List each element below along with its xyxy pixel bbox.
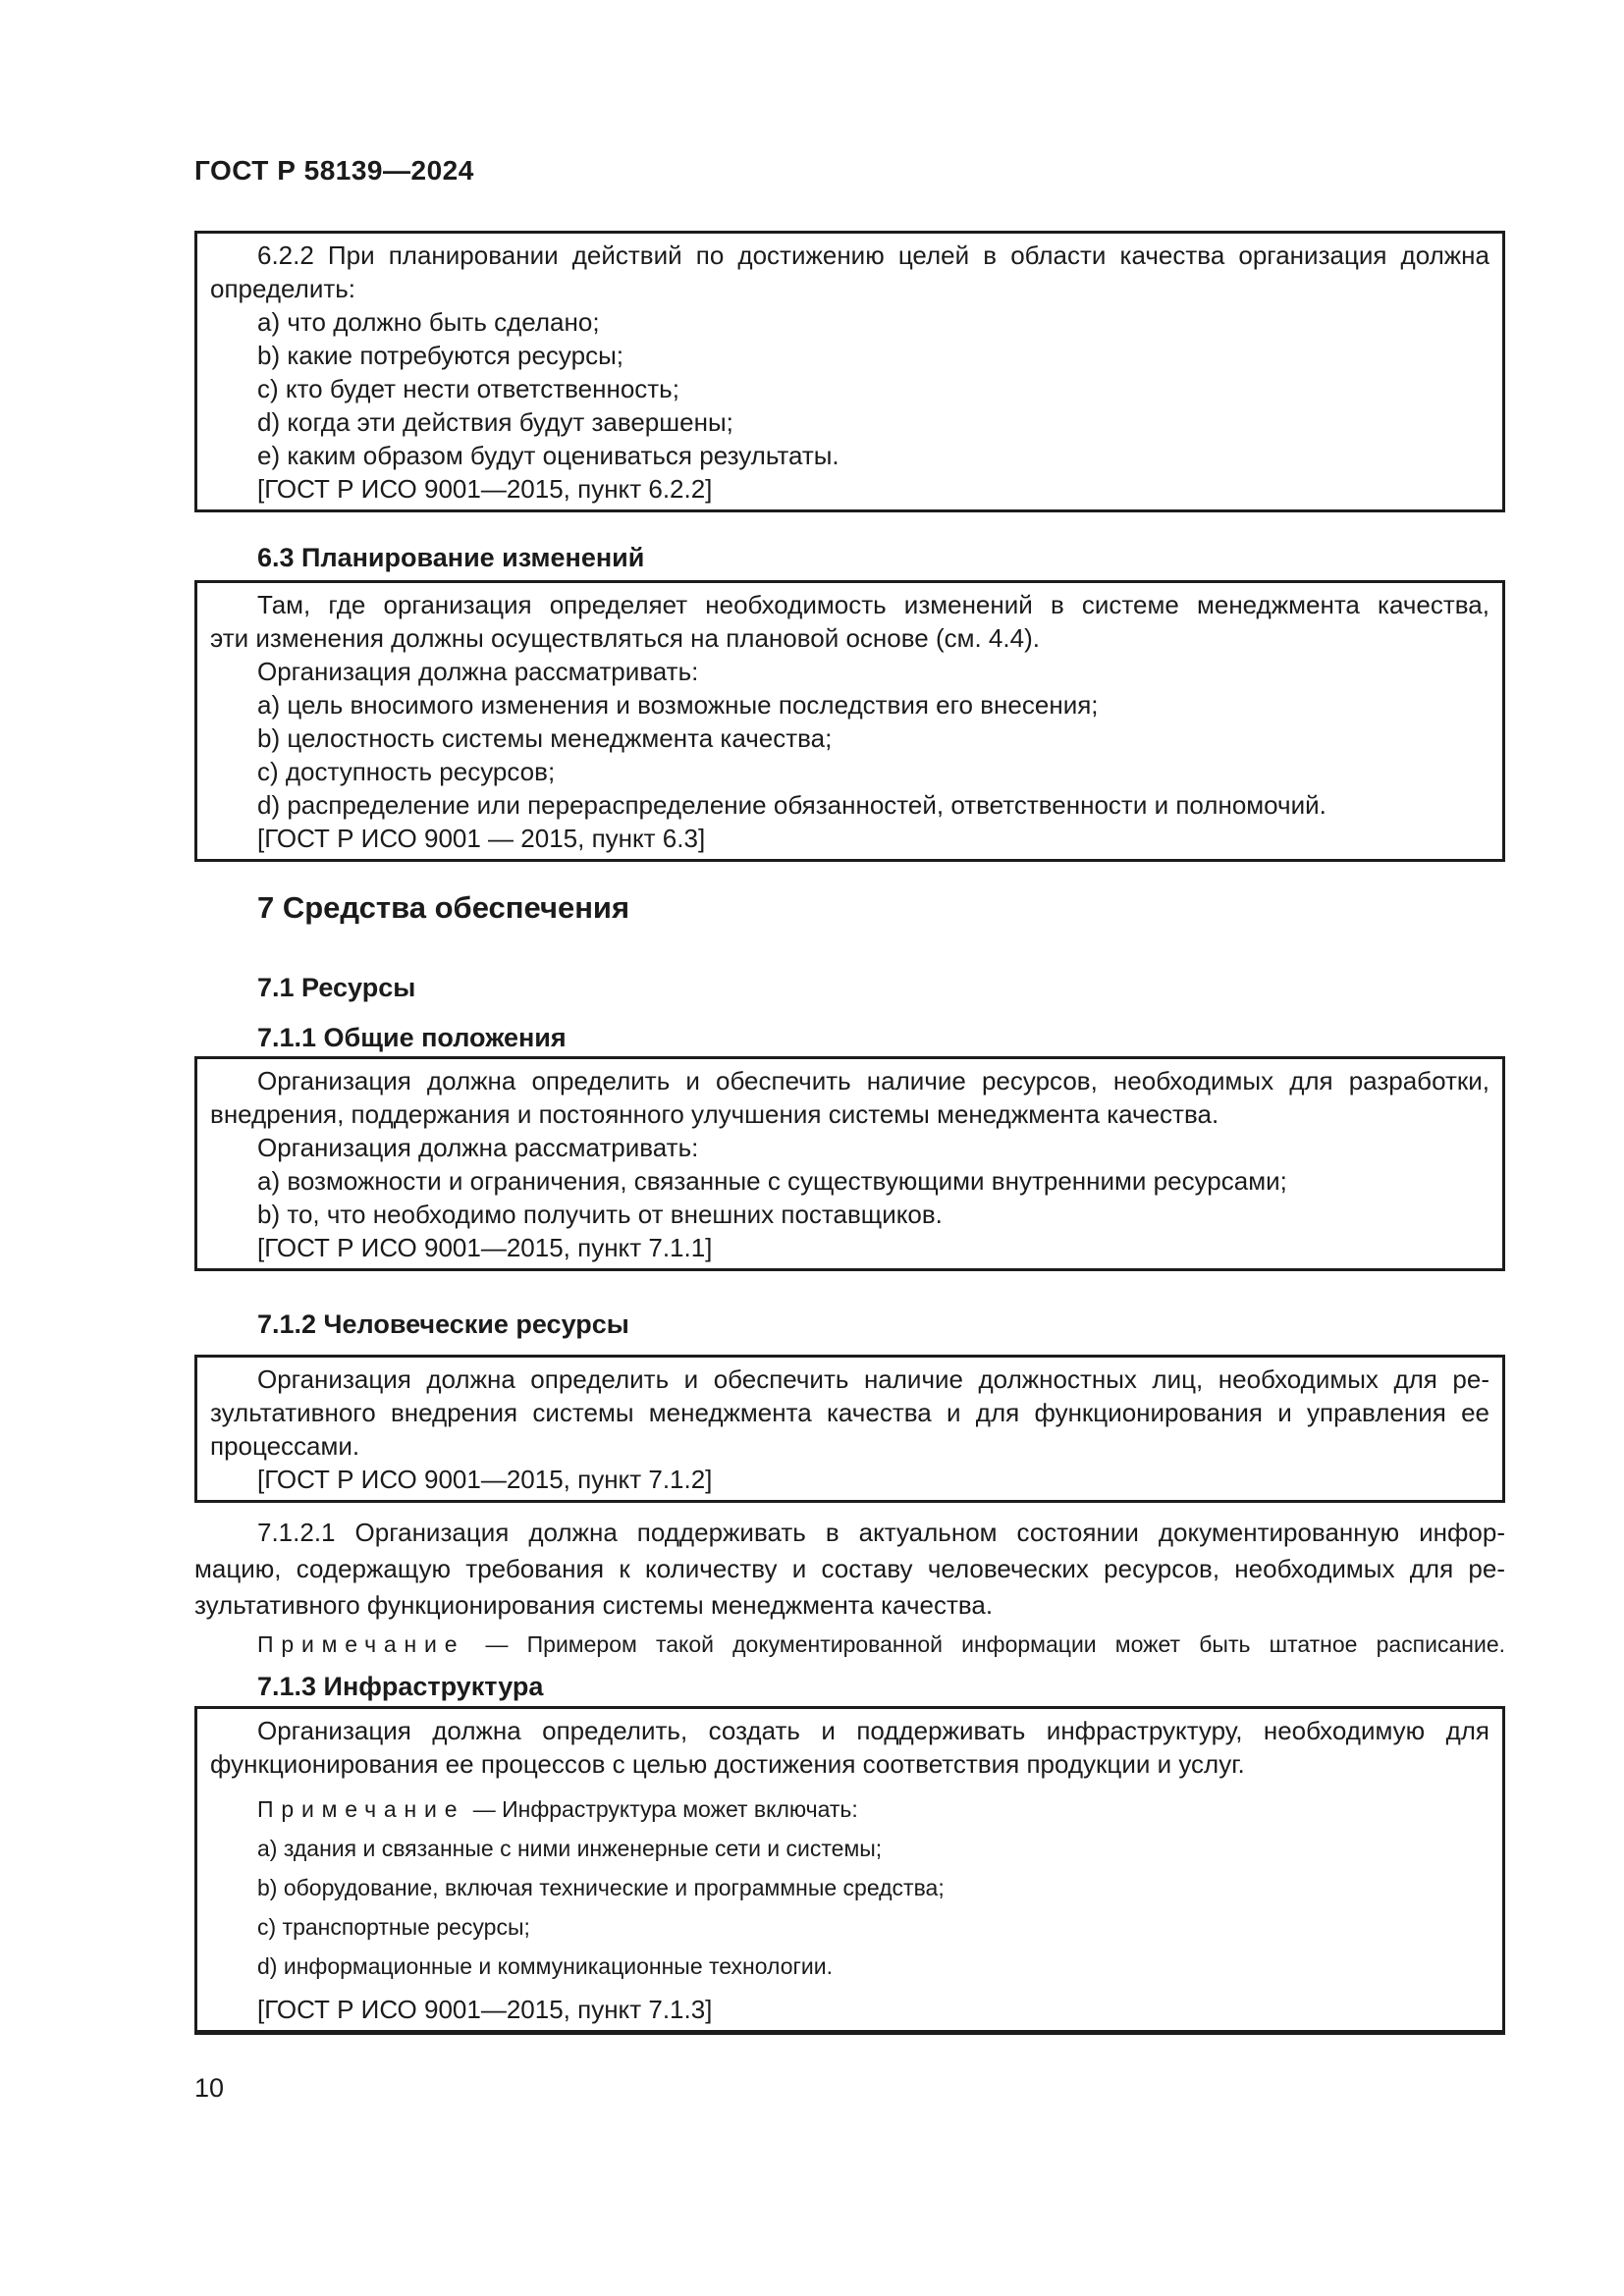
text-line: внедрения, поддержания и постоянного улучшения системы менеджмента качества. bbox=[210, 1099, 1219, 1129]
text-line: Там, где организация определяет необходимость изменений в системе менеджмента качества, bbox=[257, 590, 1489, 619]
list-item: c) транспортные ресурсы; bbox=[257, 1914, 530, 1940]
note-label: Примечание bbox=[257, 1631, 465, 1657]
section-heading-7-1-3: 7.1.3 Инфраструктура bbox=[257, 1672, 544, 1701]
gost-reference: [ГОСТ Р ИСО 9001 — 2015, пункт 6.3] bbox=[257, 824, 706, 853]
text-line: Организация должна определить и обеспечить наличие ресурсов, необходимых для разработки, bbox=[257, 1066, 1489, 1095]
section-heading-7-1-2: 7.1.2 Человеческие ресурсы bbox=[257, 1309, 629, 1339]
text-line: определить: bbox=[210, 274, 356, 303]
note-text: — Инфраструктура может включать: bbox=[472, 1796, 858, 1822]
list-item: d) когда эти действия будут завершены; bbox=[257, 407, 733, 437]
list-item: a) возможности и ограничения, связанные с существующими внутренними ресурсами; bbox=[257, 1166, 1287, 1196]
note-line bbox=[210, 1794, 1489, 1824]
list-item: b) оборудование, включая технические и программные средства; bbox=[257, 1875, 945, 1900]
list-item: a) здания и связанные с ними инженерные сети и системы; bbox=[257, 1836, 883, 1861]
list-item: a) что должно быть сделано; bbox=[257, 307, 600, 337]
list-item: e) каким образом будут оцениваться результаты. bbox=[257, 441, 839, 470]
requirement-box-6-3 bbox=[194, 580, 1505, 862]
requirement-box-6-2-2 bbox=[194, 231, 1505, 512]
text-line: 7.1.2.1 Организация должна поддерживать в актуальном состоянии документированную инфор- bbox=[257, 1518, 1505, 1547]
text-line: Организация должна рассматривать: bbox=[257, 1133, 699, 1162]
document-header: ГОСТ Р 58139—2024 bbox=[194, 155, 474, 186]
gost-reference: [ГОСТ Р ИСО 9001—2015, пункт 6.2.2] bbox=[257, 474, 713, 504]
text-line: функционирования ее процессов с целью достижения соответствия продукции и услуг. bbox=[210, 1749, 1245, 1779]
text-line: процессами. bbox=[210, 1431, 360, 1461]
text-line: Организация должна определить, создать и поддерживать инфраструктуру, необходимую для bbox=[257, 1716, 1489, 1745]
note-label: Примечание bbox=[257, 1796, 465, 1822]
page-number: 10 bbox=[194, 2073, 225, 2103]
text-line: зультативного функционирования системы менеджмента качества. bbox=[194, 1590, 994, 1620]
gost-reference: [ГОСТ Р ИСО 9001—2015, пункт 7.1.1] bbox=[257, 1233, 713, 1262]
list-item: a) цель вносимого изменения и возможные последствия его внесения; bbox=[257, 690, 1099, 720]
list-item: b) то, что необходимо получить от внешних поставщиков. bbox=[257, 1200, 943, 1229]
section-heading-6-3: 6.3 Планирование изменений bbox=[257, 543, 645, 572]
requirement-box-7-1-1 bbox=[194, 1056, 1505, 1271]
text-line: эти изменения должны осуществляться на плановой основе (см. 4.4). bbox=[210, 623, 1040, 653]
gost-reference: [ГОСТ Р ИСО 9001—2015, пункт 7.1.3] bbox=[257, 1995, 713, 2024]
requirement-box-7-1-2 bbox=[194, 1355, 1505, 1503]
section-heading-7-1: 7.1 Ресурсы bbox=[257, 973, 416, 1002]
list-item: c) кто будет нести ответственность; bbox=[257, 374, 679, 403]
note-text: — Примером такой документированной информации может быть штатное расписание. bbox=[485, 1631, 1505, 1657]
section-heading-7-1-1: 7.1.1 Общие положения bbox=[257, 1023, 567, 1052]
list-item: d) информационные и коммуникационные технологии. bbox=[257, 1953, 833, 1979]
paragraph-7-1-2-1 bbox=[194, 1515, 1505, 1624]
list-item: d) распределение или перераспределение обязанностей, ответственности и полномочий. bbox=[257, 790, 1326, 820]
note-line bbox=[194, 1629, 1505, 1659]
note-7-1-2-1 bbox=[194, 1629, 1505, 1659]
text-line: зультативного внедрения системы менеджмента качества и для функционирования и управления ее bbox=[210, 1398, 1489, 1427]
text-line: 6.2.2 При планировании действий по достижению целей в области качества организация должна bbox=[257, 240, 1489, 270]
text-line: Организация должна рассматривать: bbox=[257, 657, 699, 686]
text-line: Организация должна определить и обеспечить наличие должностных лиц, необходимых для ре- bbox=[257, 1364, 1489, 1394]
text-line: мацию, содержащую требования к количеству и составу человеческих ресурсов, необходимых для ре- bbox=[194, 1554, 1505, 1583]
chapter-heading-7: 7 Средства обеспечения bbox=[257, 890, 630, 925]
list-item: c) доступность ресурсов; bbox=[257, 757, 556, 786]
requirement-box-7-1-3 bbox=[194, 1706, 1505, 2035]
list-item: b) целостность системы менеджмента качества; bbox=[257, 723, 833, 753]
gost-reference: [ГОСТ Р ИСО 9001—2015, пункт 7.1.2] bbox=[257, 1465, 713, 1494]
list-item: b) какие потребуются ресурсы; bbox=[257, 341, 624, 370]
